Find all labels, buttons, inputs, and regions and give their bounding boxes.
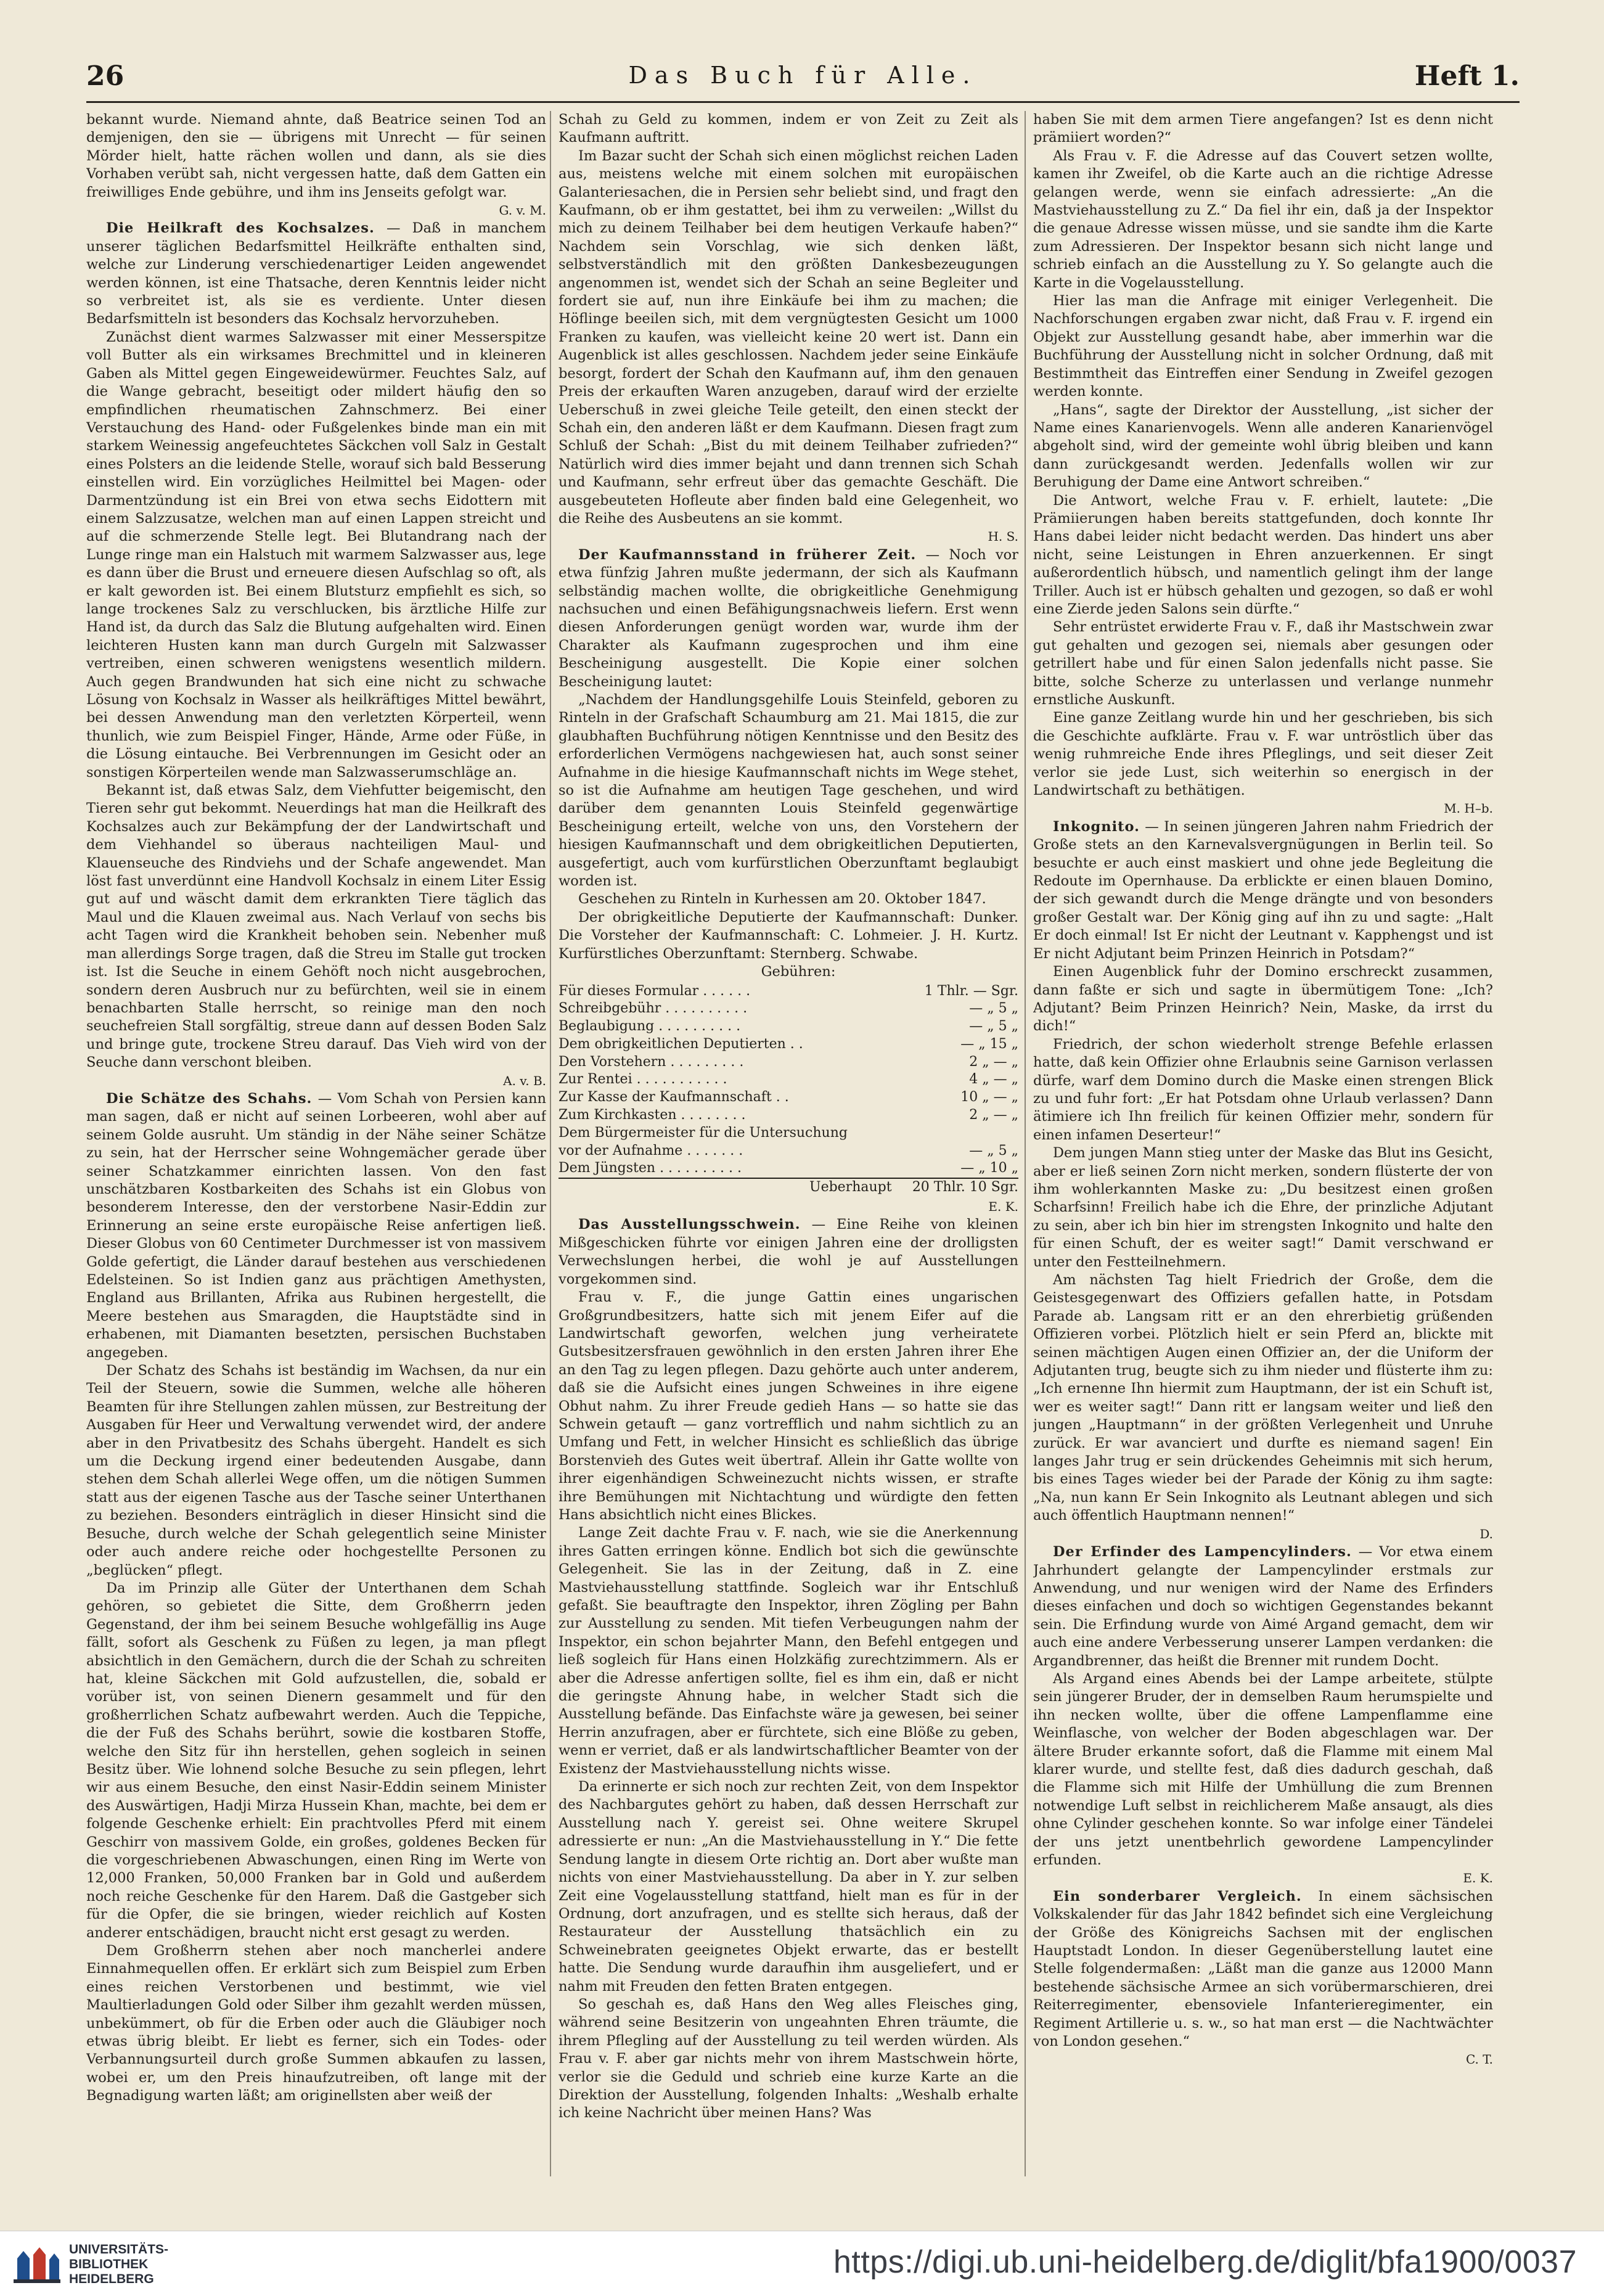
author-signature: E. K. [1463, 1871, 1493, 1886]
article-heading: Das Ausstellungsschwein. [578, 1216, 801, 1233]
source-url-link[interactable]: https://digi.ub.uni-heidelberg.de/diglit/bfa1900/0037 [833, 2244, 1577, 2280]
article-paragraph: Der Kaufmannsstand in früherer Zeit. — Noch vor etwa fünfzig Jahren mußte jedermann, der sich als Kaufmann selbständig machen wollte, die obrigkeitliche Genehmigung nachsuchen und einen Befähigungsnachweis liefern. Erst wenn diesen Anforderungen genügt worden war, wurde ihm der Charakter als Kaufmann zugesprochen und ihm eine Bescheinigung ausgestellt. Die Kopie einer solchen Bescheinigung lautet: [559, 546, 1018, 690]
issue-label: Heft 1. [1414, 60, 1520, 92]
article-heading: Inkognito. [1053, 818, 1140, 835]
fee-value: 2 „ — „ [969, 1107, 1018, 1123]
fee-item: Dem Jüngsten . . . . . . . . . . [559, 1160, 742, 1176]
page-header [86, 57, 1520, 103]
article-paragraph: Schah zu Geld zu kommen, indem er von Zeit zu Zeit als Kaufmann auftritt. [559, 112, 1018, 146]
article-paragraph: Die Schätze des Schahs. — Vom Schah von Persien kann man sagen, daß er nicht auf seinen Lorbeeren, wohl aber auf seinem Golde ausruht. Um ständig in der Nähe seiner Schätze zu sein, hat der Herrscher seine Wohngemächer gerade über seiner Schatzkammer einrichten lassen. Von den fast unschätzbaren Kostbarkeiten des Schahs ist ein Globus von besonderem Interesse, den der verstorbene Nasir-Eddin zur Erinnerung an seine erste europäische Reise anfertigen ließ. Dieser Globus von 60 Centimeter Durchmesser ist von massivem Golde gefertigt, die Länder darauf bestehen aus verschiedenen Edelsteinen. So ist Indien ganz aus prächtigen Amethysten, England aus Brillanten, Afrika aus Rubinen hergestellt, die Meere bestehen aus Smaragden, die Hauptstädte sind in erhabenen, mit Diamanten besetzten, persischen Buchstaben angegeben. [86, 1090, 546, 1361]
article-paragraph: Im Bazar sucht der Schah sich einen möglichst reichen Laden aus, meistens welche mit einem solchen mit europäischen Galanteriesachen, die in Persien sehr beliebt sind, und fragt den Kaufmann, ob er ihm gestattet, bei ihm zu verweilen: „Willst du mich zu deinem Teilhaber bei dem heutigen Verkaufe haben?“ Nachdem sein Vorschlag, wie sich denken läßt, selbstverständlich mit den größten Dankesbezeugungen angenommen ist, wendet sich der Schah an seine Begleiter und fordert sie auf, nun ihre Einkäufe bei ihm zu machen; die Höflinge beeilen sich, mit dem vergnügtesten Gesicht um 1000 Franken zu kaufen, was vielleicht keine 20 wert ist. Dann ein Augenblick ist alles geschlossen. Nachdem jeder seine Einkäufe besorgt, fordert der Schah den Kaufmann auf, ihm den genauen Preis der erkauften Waren anzugeben, darauf wird der erzielte Ueberschuß in zwei gleiche Teile geteilt, den einen steckt der Schah ein, den anderen läßt er dem Kaufmann. Diesen fragt zum Schluß der Schah: „Bist du mit deinem Teilhaber zufrieden?“ Natürlich wird dies immer bejaht und dann trennen sich Schah und Kaufmann, sehr erfreut über das gemachte Geschäft. Die ausgebeuteten Hofleute aber finden bald eine Gelegenheit, wo die Reihe des Ausbeutens an sie kommt. H. S. [559, 147, 1018, 546]
article-paragraph: Am nächsten Tag hielt Friedrich der Große, dem die Geistesgegenwart des Offiziers gefallen hatte, in Potsdam Parade ab. Langsam ritt er an den ehrerbietig grüßenden Offizieren vorbei. Plötzlich hielt er sein Pferd an, blickte mit seinen mächtigen Augen einen Offizier an, der die Uniform der Adjutanten trug, beugte sich zu ihm nieder und flüsterte ihm zu: „Ich ernenne Ihn hiermit zum Hauptmann, der ist ein Schuft ist, wer es weiter sagt!“ Dann ritt er langsam weiter und ließ den jungen „Hauptmann“ in der größten Verlegenheit und Unruhe zurück. Er war avanciert und durfte es niemand sagen! Ein langes Jahr trug er sein drückendes Geheimnis mit sich herum, bis eines Tages wieder bei der Parade der König zu ihm sagte: „Na, nun kann Er Sein Inkognito als Leutnant ablegen und sich auch öffentlich Hauptmann nennen!“ D. [1033, 1271, 1493, 1543]
article-paragraph: Als Frau v. F. die Adresse auf das Couvert setzen wollte, kamen ihr Zweifel, ob die Karte auch an die richtige Adresse gelangen werde, wenn sie einfach adressierte: „An die Mastviehausstellung zu Z.“ Da fiel ihr ein, daß ja der Inspektor die genaue Adresse wissen müsse, und sie sandte ihm die Karte zum Adressieren. Der Inspektor besann sich nicht lange und schrieb einfach an die Ausstellung zu Y. So gelangte auch die Karte in die Vogelausstellung. [1033, 147, 1493, 291]
digitization-footer [0, 2231, 1604, 2296]
article-paragraph: Einen Augenblick fuhr der Domino erschreckt zusammen, dann faßte er sich und sagte in übermütigem Tone: „Ich? Adjutant? Beim Prinzen Heinrich? Nein, Maske, da irrst du dich!“ [1033, 964, 1493, 1035]
fee-row [559, 1054, 1018, 1072]
article-heading: Die Heilkraft des Kochsalzes. [106, 220, 375, 237]
article-paragraph: Der Erfinder des Lampencylinders. — Vor etwa einem Jahrhundert gelangte der Lampencylinder erstmals zur Anwendung, und nur wenigen wird der Name des Erfinders dieses einfachen und doch so wichtigen Gegenstandes bekannt sein. Die Erfindung wurde von Aimé Argand gemacht, dem wir auch eine andere Verbesserung unserer Lampen verdanken: die Argandbrenner, das heißt die Brenner mit rundem Docht. [1033, 1544, 1493, 1669]
fee-item: Für dieses Formular . . . . . . [559, 983, 751, 999]
article-paragraph: Inkognito. — In seinen jüngeren Jahren nahm Friedrich der Große stets an den Karnevalsvergnügungen in Berlin teil. So besuchte er auch einst maskiert und ohne jede Begleitung die Redoute im Opernhause. Da erblickte er einen blauen Domino, der sich gewandt durch die Menge drängte und von besonders großer Gestalt war. Der König ging auf ihn zu und sagte: „Halt Er doch einmal! Ist Er nicht der Leutnant v. Kapphengst und ist Er nicht Adjutant beim Prinzen Heinrich in Potsdam?“ [1033, 818, 1493, 962]
author-signature: M. H–b. [1444, 801, 1493, 816]
fee-row [559, 1142, 1018, 1160]
author-signature: G. v. M. [499, 203, 546, 218]
article-paragraph: Da im Prinzip alle Güter der Unterthanen dem Schah gehören, so gebietet die Sitte, dem Großherrn jeden Gegenstand, der ihm bei seinem Besuche wohlgefällig ins Auge fällt, sofort als Geschenk zu Füßen zu legen, ja man pflegt absichtlich in den Gemächern, durch die der Schah zu schreiten hat, kleine Säckchen mit Gold aufzustellen, die, sobald er vorüber ist, von seinen Dienern gesammelt und für den großherrlichen Schatz aufbewahrt werden. Auch die Teppiche, die der Fuß des Schahs berührt, sowie die kostbaren Stoffe, welche den Sitz für ihn herstellen, gehen sogleich in seinen Besitz über. Wie lohnend solche Besuche zu sein pflegen, lehrt wir aus einem Besuche, den einst Nasir-Eddin seinem Minister des Auswärtigen, Hadji Mirza Hussein Khan, machte, bei dem er folgende Geschenke erhielt: Ein prachtvolles Pferd mit einem Geschirr von massivem Golde, ein großes, goldenes Becken für die vorgeschriebenen Abwaschungen, einen Ring im Werte von 12,000 Franken, 50,000 Franken bar in Gold und außerdem noch reiche Geschenke für den Harem. Daß die Gastgeber sich für die Opfer, die sie bringen, wieder reichlich auf Kosten anderer entschädigen, braucht nicht erst gesagt zu werden. [86, 1580, 546, 1941]
fees-total-label: Ueberhaupt [559, 1178, 892, 1197]
fee-row [559, 1071, 1018, 1089]
fees-table [559, 983, 1018, 1197]
fee-item: Zum Kirchkasten . . . . . . . . [559, 1107, 746, 1123]
article-paragraph: Der obrigkeitliche Deputierte der Kaufmannschaft: Dunker. Die Vorsteher der Kaufmannschaft: C. Lohmeier. J. H. Kurtz. Kurfürstliches Oberzunftamt: Sternberg. Schwabe. [559, 909, 1018, 962]
fees-title: Gebühren: [761, 964, 836, 980]
fee-item: Dem obrigkeitlichen Deputierten . . [559, 1036, 803, 1052]
fee-item: Den Vorstehern . . . . . . . . . [559, 1054, 744, 1070]
text-column-3 [1033, 111, 1493, 2176]
fee-row [559, 1160, 1018, 1178]
fee-value: 10 „ — „ [960, 1089, 1018, 1105]
fees-total-value: 20 Thlr. 10 Sgr. [892, 1178, 1018, 1197]
fee-value: 4 „ — „ [969, 1072, 1018, 1088]
text-column-2 [559, 111, 1018, 2176]
fee-item: Zur Kasse der Kaufmannschaft . . [559, 1089, 789, 1105]
article-paragraph: Dem jungen Mann stieg unter der Maske das Blut ins Gesicht, aber er ließ seinen Zorn nicht merken, sondern flüsterte der von ihm wohlerkannten Maske zu: „Du besitzest einen großen Scharfsinn! Freilich habe ich die Ehre, der prinzliche Adjutant zu sein, aber ich bin hier im strengsten Inkognito und halte den für einen Schuft, der es weiter sagt!“ Damit verschwand er unter den Festteilnehmern. [1033, 1145, 1493, 1270]
fee-row [559, 1125, 1018, 1142]
article-paragraph: „Nachdem der Handlungsgehilfe Louis Steinfeld, geboren zu Rinteln in der Grafschaft Schaumburg am 21. Mai 1815, die zur glaubhaften Buchführung nötigen Kenntnisse und den Besitz des erforderlichen Vermögens nachgewiesen hat, auch sonst seiner Aufnahme in die hiesige Kaufmannschaft nichts im Wege stehet, so ist die Aufnahme am heutigen Tage geschehen, und wird darüber dem genannten Louis Steinfeld gegenwärtige Bescheinigung erteilt, welche von uns, den Vorstehern der hiesigen Kaufmannschaft und dem obrigkeitlichen Deputierten, ausgefertigt, auch vom kurfürstlichen Oberzunftamt beglaubigt worden ist. [559, 692, 1018, 890]
fee-item: Dem Bürgermeister für die Untersuchung [559, 1125, 848, 1141]
fee-value: — „ 10 „ [960, 1160, 1018, 1176]
fee-item: vor der Aufnahme . . . . . . . [559, 1142, 743, 1158]
author-signature: D. [1479, 1526, 1493, 1541]
library-name: UNIVERSITÄTS- BIBLIOTHEK HEIDELBERG [69, 2242, 169, 2286]
article-paragraph: bekannt wurde. Niemand ahnte, daß Beatrice seinen Tod an demjenigen, den sie — übrigens mit Unrecht — für seinen Mörder hielt, hatte rächen wollen und dann, als sie dies Vorhaben verübt sah, nicht vergessen hatte, daß dem Gatten ein freiwilliges Ende gebühre, und ihm ins Jenseits gefolgt war. G. v. M. [86, 111, 546, 219]
fee-item: Schreibgebühr . . . . . . . . . . [559, 1001, 748, 1017]
article-paragraph: Der Schatz des Schahs ist beständig im Wachsen, da nur ein Teil der Steuern, sowie die Summen, welche alle höheren Beamten für ihre Stellungen zahlen müssen, zur Bestreitung der Ausgaben für Heer und Verwaltung verwendet wird, der andere aber in den Privatbesitz des Schahs übergeht. Handelt es sich um die Deckung irgend einer bedeutenden Ausgabe, dann stehen dem Schah allerlei Wege offen, um die nötigen Summen statt aus der eigenen Tasche aus der Tasche seiner Unterthanen zu beziehen. Besonders einträglich in dieser Hinsicht sind die Besuche, durch welche der Schah gelegentlich seine Minister oder auch andere reiche oder hochgestellte Personen zu „beglücken“ pflegt. [86, 1363, 546, 1578]
article-heading: Der Kaufmannsstand in früherer Zeit. [578, 546, 917, 563]
fee-value [892, 1125, 1018, 1142]
article-paragraph: Eine ganze Zeitlang wurde hin und her geschrieben, bis sich die Geschichte aufklärte. Frau v. F. war untröstlich über das wenig ruhmreiche Ende ihres Pfleglings, und seit dieser Zeit verlor sie jede Lust, sich weiterhin so energisch in der Landwirtschaft zu bethätigen. M. H–b. [1033, 709, 1493, 818]
fee-item: Zur Rentei . . . . . . . . . . . [559, 1072, 727, 1088]
fee-row [559, 983, 1018, 1001]
article-paragraph: Dem Großherrn stehen aber noch mancherlei andere Einnahmequellen offen. Er erklärt sich zum Beispiel zum Erben eines reichen Verstorbenen und bestimmt, wie viel Maultierladungen Gold oder Silber ihm gezahlt werden müssen, unbekümmert, ob für die Erben oder auch die Gläubiger noch etwas übrig bleibt. Er liebt es ferner, sich ein Todes- oder Verbannungsurteil durch große Summen abkaufen zu lassen, wobei er, um den Preis hinaufzutreiben, oft lange mit der Begnadigung warten läßt; am originellsten aber weiß der [86, 1943, 546, 2104]
author-signature: H. S. [988, 529, 1018, 544]
article-paragraph: Sehr entrüstet erwiderte Frau v. F., daß ihr Mastschwein zwar gut gehalten und gezogen sei, niemals aber gesungen oder getrillert habe und für einen Salon jedenfalls nicht passe. Sie bitte, solche Scherze zu unterlassen und verlange nunmehr ernstliche Auskunft. [1033, 619, 1493, 708]
page-number: 26 [86, 60, 125, 92]
article-paragraph: haben Sie mit dem armen Tiere angefangen? Ist es denn nicht prämiiert worden?“ [1033, 112, 1493, 146]
column-rule [1025, 111, 1026, 2176]
article-paragraph: Geschehen zu Rinteln in Kurhessen am 20. Oktober 1847. [578, 891, 986, 908]
running-title: Das Buch für Alle. [628, 62, 978, 89]
fee-value: 2 „ — „ [969, 1054, 1018, 1070]
fee-row [559, 1000, 1018, 1018]
fee-row [559, 1107, 1018, 1125]
article-paragraph: Die Antwort, welche Frau v. F. erhielt, lautete: „Die Prämiierungen haben bereits stattgefunden, doch konnte Ihr Hans dabei leider nicht bedacht werden. Das hindert uns aber nicht, seine Leistungen in Ehren anzuerkennen. Er singt außerordentlich hübsch, und namentlich gelingt ihm der lange Triller. Auch ist er hübsch gehalten und gezogen, so daß er wohl eine Zierde jeden Salons sein dürfte.“ [1033, 492, 1493, 617]
text-column-1 [86, 111, 546, 2176]
article-paragraph: „Hans“, sagte der Direktor der Ausstellung, „ist sicher der Name eines Kanarienvogels. Wenn alle anderen Kanarienvögel abgeholt sind, wird der gemeinte wohl übrig bleiben und kann dann zurückgesandt werden. Jedenfalls wollen wir zur Beruhigung der Dame eine Antwort schreiben.“ [1033, 401, 1493, 491]
fee-value: — „ 5 „ [969, 1001, 1018, 1017]
article-paragraph: Friedrich, der schon wiederholt strenge Befehle erlassen hatte, daß kein Offizier ohne Erlaubnis seine Garnison verlassen dürfe, warf dem Domino durch die Maske einen strengen Blick zu und fuhr fort: „Er hat Potsdam ohne Urlaub verlassen? Dann ätimiere ich Ihn freilich für keinen Offizier mehr, sondern für einen infamen Deserteur!“ [1033, 1036, 1493, 1143]
fee-row [559, 1018, 1018, 1036]
fee-value: 1 Thlr. — Sgr. [924, 983, 1018, 999]
author-signature: A. v. B. [503, 1073, 546, 1088]
article-paragraph: Da erinnerte er sich noch zur rechten Zeit, von dem Inspektor des Nachbargutes gehört zu haben, daß dessen Herrschaft zur Ausstellung nach Y. gereist sei. Ohne weitere Skrupel adressierte er nun: „An die Mastviehausstellung in Y.“ Die fette Sendung langte in diesem Orte richtig an. Dort aber wußte man nichts von einer Mastviehausstellung. Da aber in Y. zur selben Zeit eine Vogelausstellung stattfand, hielt man es für in der Ordnung, dort anzufragen, und es stellte sich heraus, daß der Restaurateur der Ausstellung thatsächlich ein zu Schweinebraten geeignetes Objekt erwarte, das er bestellt hatte. Die Sendung wurde daraufhin ihm ausgeliefert, und er nahm mit Freuden den fetten Braten entgegen. [559, 1779, 1018, 1995]
article-paragraph: Lange Zeit dachte Frau v. F. nach, wie sie die Anerkennung ihres Gatten erringen könne. Endlich bot sich die gewünschte Gelegenheit. Sie las in der Zeitung, daß in Z. eine Mastviehausstellung stattfinde. Sogleich war ihr Entschluß gefaßt. Sie beauftragte den Inspektor, ihren Zögling per Bahn zur Ausstellung zu senden. Mit tiefen Verbeugungen nahm der Inspektor, ein schon bejahrter Mann, den Befehl entgegen und ließ sogleich für Hans einen Holzkäfig zurechtzimmern. Als er aber die Adresse anfertigen sollte, fiel es ihm ein, daß er nicht die geringste Ahnung habe, in welcher Stadt sich die Ausstellung befände. Das Einfachste wäre ja gewesen, bei seiner Herrin anzufragen, aber er fürchtete, sich eine Blöße zu geben, wenn er verriet, daß er als landwirtschaftlicher Beamter von der Existenz der Mastviehausstellung nichts wisse. [559, 1525, 1018, 1777]
fee-value: — „ 15 „ [960, 1036, 1018, 1052]
fee-row [559, 1089, 1018, 1107]
article-paragraph: So geschah es, daß Hans den Weg alles Fleisches ging, während seine Besitzerin von ungeahnten Ehren träumte, die ihrem Pflegling auf der Ausstellung zu teil werden würden. Als Frau v. F. aber gar nichts mehr von ihrem Mastschwein hörte, verlor sie die Geduld und schrieb eine kurze Karte an die Direktion der Ausstellung, folgenden Inhalts: „Weshalb erhalte ich keine Nachricht über meinen Hans? Was [559, 1996, 1018, 2122]
article-paragraph: Frau v. F., die junge Gattin eines ungarischen Großgrundbesitzers, hatte sich mit jenem Eifer auf die Landwirtschaft geworfen, welchen jung verheiratete Gutsbesitzersfrauen gewöhnlich in den ersten Jahren ihrer Ehe an den Tag zu legen pflegen. Dazu gehörte auch unter anderem, daß sie die Aufsicht eines jungen Schweines in ihre eigene Obhut nahm. Zu ihrer Freude gedieh Hans — so hatte sie das Schwein getauft — ganz vortrefflich und nahm sichtlich zu an Umfang und Fett, in welcher Hinsicht es schließlich das übrige Borstenvieh des Gutes weit übertraf. Allein ihr Gatte wollte von ihrer eigenhändigen Schweinezucht nichts wissen, er strafte ihre Bemühungen mit Nichtachtung und würdigte den fetten Hans absichtlich nicht eines Blickes. [559, 1289, 1018, 1523]
article-paragraph: Ein sonderbarer Vergleich. In einem sächsischen Volkskalender für das Jahr 1842 befindet sich eine Vergleichung der Größe des Königreichs Sachsen mit der englischen Hauptstadt London. In dieser Gegenüberstellung lautet eine Stelle folgendermaßen: „Läßt man die ganze aus 12000 Mann bestehende sächsische Armee an sich vorübermarschieren, drei Reiterregimenter, ebensoviele Infanterieregimenter, ein Regiment Artillerie u. s. w., so hat man erst — die Nachtwächter von London gesehen.“ C. T. [1033, 1888, 1493, 2069]
article-heading: Die Schätze des Schahs. [106, 1090, 313, 1107]
author-signature: C. T. [1465, 2052, 1493, 2067]
article-paragraph: Hier las man die Anfrage mit einiger Verlegenheit. Die Nachforschungen ergaben zwar nicht, daß Frau v. F. irgend ein Objekt zur Ausstellung gesandt habe, aber immerhin war die Buchführung der Ausstellung nicht in solcher Ordnung, daß mit Bestimmtheit das Eintreffen einer Sendung in Zweifel gezogen werden konnte. [1033, 293, 1493, 400]
author-signature: E. K. [988, 1199, 1018, 1215]
article-heading: Der Erfinder des Lampencylinders. [1053, 1544, 1352, 1560]
article-paragraph: Zunächst dient warmes Salzwasser mit einer Messerspitze voll Butter als ein wirksames Brechmittel und in kleineren Gaben als Mittel gegen Eingeweidewürmer. Feuchtes Salz, auf die Wange gebracht, beseitigt oder mildert häufig den so empfindlichen rheumatischen Zahnschmerz. Bei einer Verstauchung des Hand- oder Fußgelenkes binde man ein mit starkem Weinessig angefeuchtetes Säckchen voll Salz in Gestalt eines Polsters an die leidende Stelle, worauf sich bald Besserung einstellen wird. Ein vorzügliches Heilmittel bei Magen- oder Darmentzündung ist ein Brei von etwa sechs Eidottern mit einem Salzzusatze, welchen man auf einen Lappen streicht und auf die schmerzende Stelle legt. Bei Blutandrang nach der Lunge ringe man ein Halstuch mit warmem Salzwasser aus, lege es dann über die Brust und erneuere diesen Aufschlag so oft, als er kalt geworden ist. Bei einem Blutsturz empfiehlt es sich, so lange trockenes Salz zu verschlucken, bis ärztliche Hilfe zur Hand ist, da durch das Salz die Blutung aufgehalten wird. Einen leichteren Husten kann man durch Gurgeln mit Salzwasser vertreiben, einen schweren wenigstens wesentlich mildern. Auch gegen Brandwunden hat sich eine nicht zu schwache Lösung von Kochsalz in Wasser als heilkräftiges Mittel bewährt, bei dessen Anwendung man den verletzten Körperteil, wenn thunlich, wie zum Beispiel Finger, Hände, Arme oder Füße, in die Lösung eintauche. Bei Verbrennungen im Gesicht oder an sonstigen Körperteilen wende man Salzwasserumschläge an. [86, 329, 546, 781]
article-heading: Ein sonderbarer Vergleich. [1053, 1888, 1302, 1904]
article-paragraph: Bekannt ist, daß etwas Salz, dem Viehfutter beigemischt, den Tieren sehr gut bekommt. Neuerdings hat man die Heilkraft des Kochsalzes auch zur Bekämpfung der der Landwirtschaft und dem Viehhandel so überaus nachteiligen Maul- und Klauenseuche des Rindviehs und der Schafe angewendet. Man löst fast unverdünnt eine Handvoll Kochsalz in einem Liter Essig gut auf und wäscht damit dem erkrankten Tiere täglich das Maul und die Klauen zweimal aus. Nach Verlauf von sechs bis acht Tagen wird die Krankheit behoben sein. Nebenher muß man allerdings Sorge tragen, daß die Streu im Stalle gut trocken ist. Ist die Seuche in einem Gehöft noch nicht ausgebrochen, sondern deren Ausbruch nur zu befürchten, weil sie in einem benachbarten Stalle herrscht, so reinige man den noch seuchefreien Stall sorgfältig, streue dann auf dessen Boden Salz und bringe gute, trockene Streu darauf. Das Vieh wird von der Seuche dann verschont bleiben. A. v. B. [86, 782, 546, 1090]
university-seal-icon [9, 2240, 63, 2288]
column-rule [550, 111, 551, 2176]
fee-item: Beglaubigung . . . . . . . . . . [559, 1019, 741, 1035]
fee-value: — „ 5 „ [969, 1142, 1018, 1158]
article-paragraph: Das Ausstellungsschwein. — Eine Reihe von kleinen Mißgeschicken führte vor einigen Jahren eine der drolligsten Verwechslungen herbei, die wohl je auf Ausstellungen vorgekommen sind. [559, 1216, 1018, 1287]
article-paragraph: Die Heilkraft des Kochsalzes. — Daß in manchem unserer täglichen Bedarfsmittel Heilkräfte enthalten sind, welche zur Linderung verschiedenartiger Leiden angewendet werden können, ist eine Thatsache, deren Kenntnis leider nicht so verbreitet ist, als sie es verdiente. Unter diesen Bedarfsmitteln ist besonders das Kochsalz hervorzuheben. [86, 220, 546, 327]
fees-total-row [559, 1178, 1018, 1197]
fee-row [559, 1036, 1018, 1054]
article-paragraph: Als Argand eines Abends bei der Lampe arbeitete, stülpte sein jüngerer Bruder, der in demselben Raum herumspielte und ihn necken wollte, über die offene Lampenflamme eine Weinflasche, von welcher der Boden abgeschlagen war. Der ältere Bruder erkannte sofort, daß die Flamme mit einem Mal klarer wurde, und stellte fest, daß dies dadurch geschah, daß die Flamme sich mit Hilfe der Umhüllung die zum Brennen notwendige Luft selbst in reichlicherem Maße ansaugt, als dies ohne Cylinder geschehen konnte. So war infolge einer Tändelei der uns jetzt unentbehrlich gewordene Lampencylinder erfunden. E. K. [1033, 1670, 1493, 1888]
fee-value: — „ 5 „ [969, 1019, 1018, 1035]
